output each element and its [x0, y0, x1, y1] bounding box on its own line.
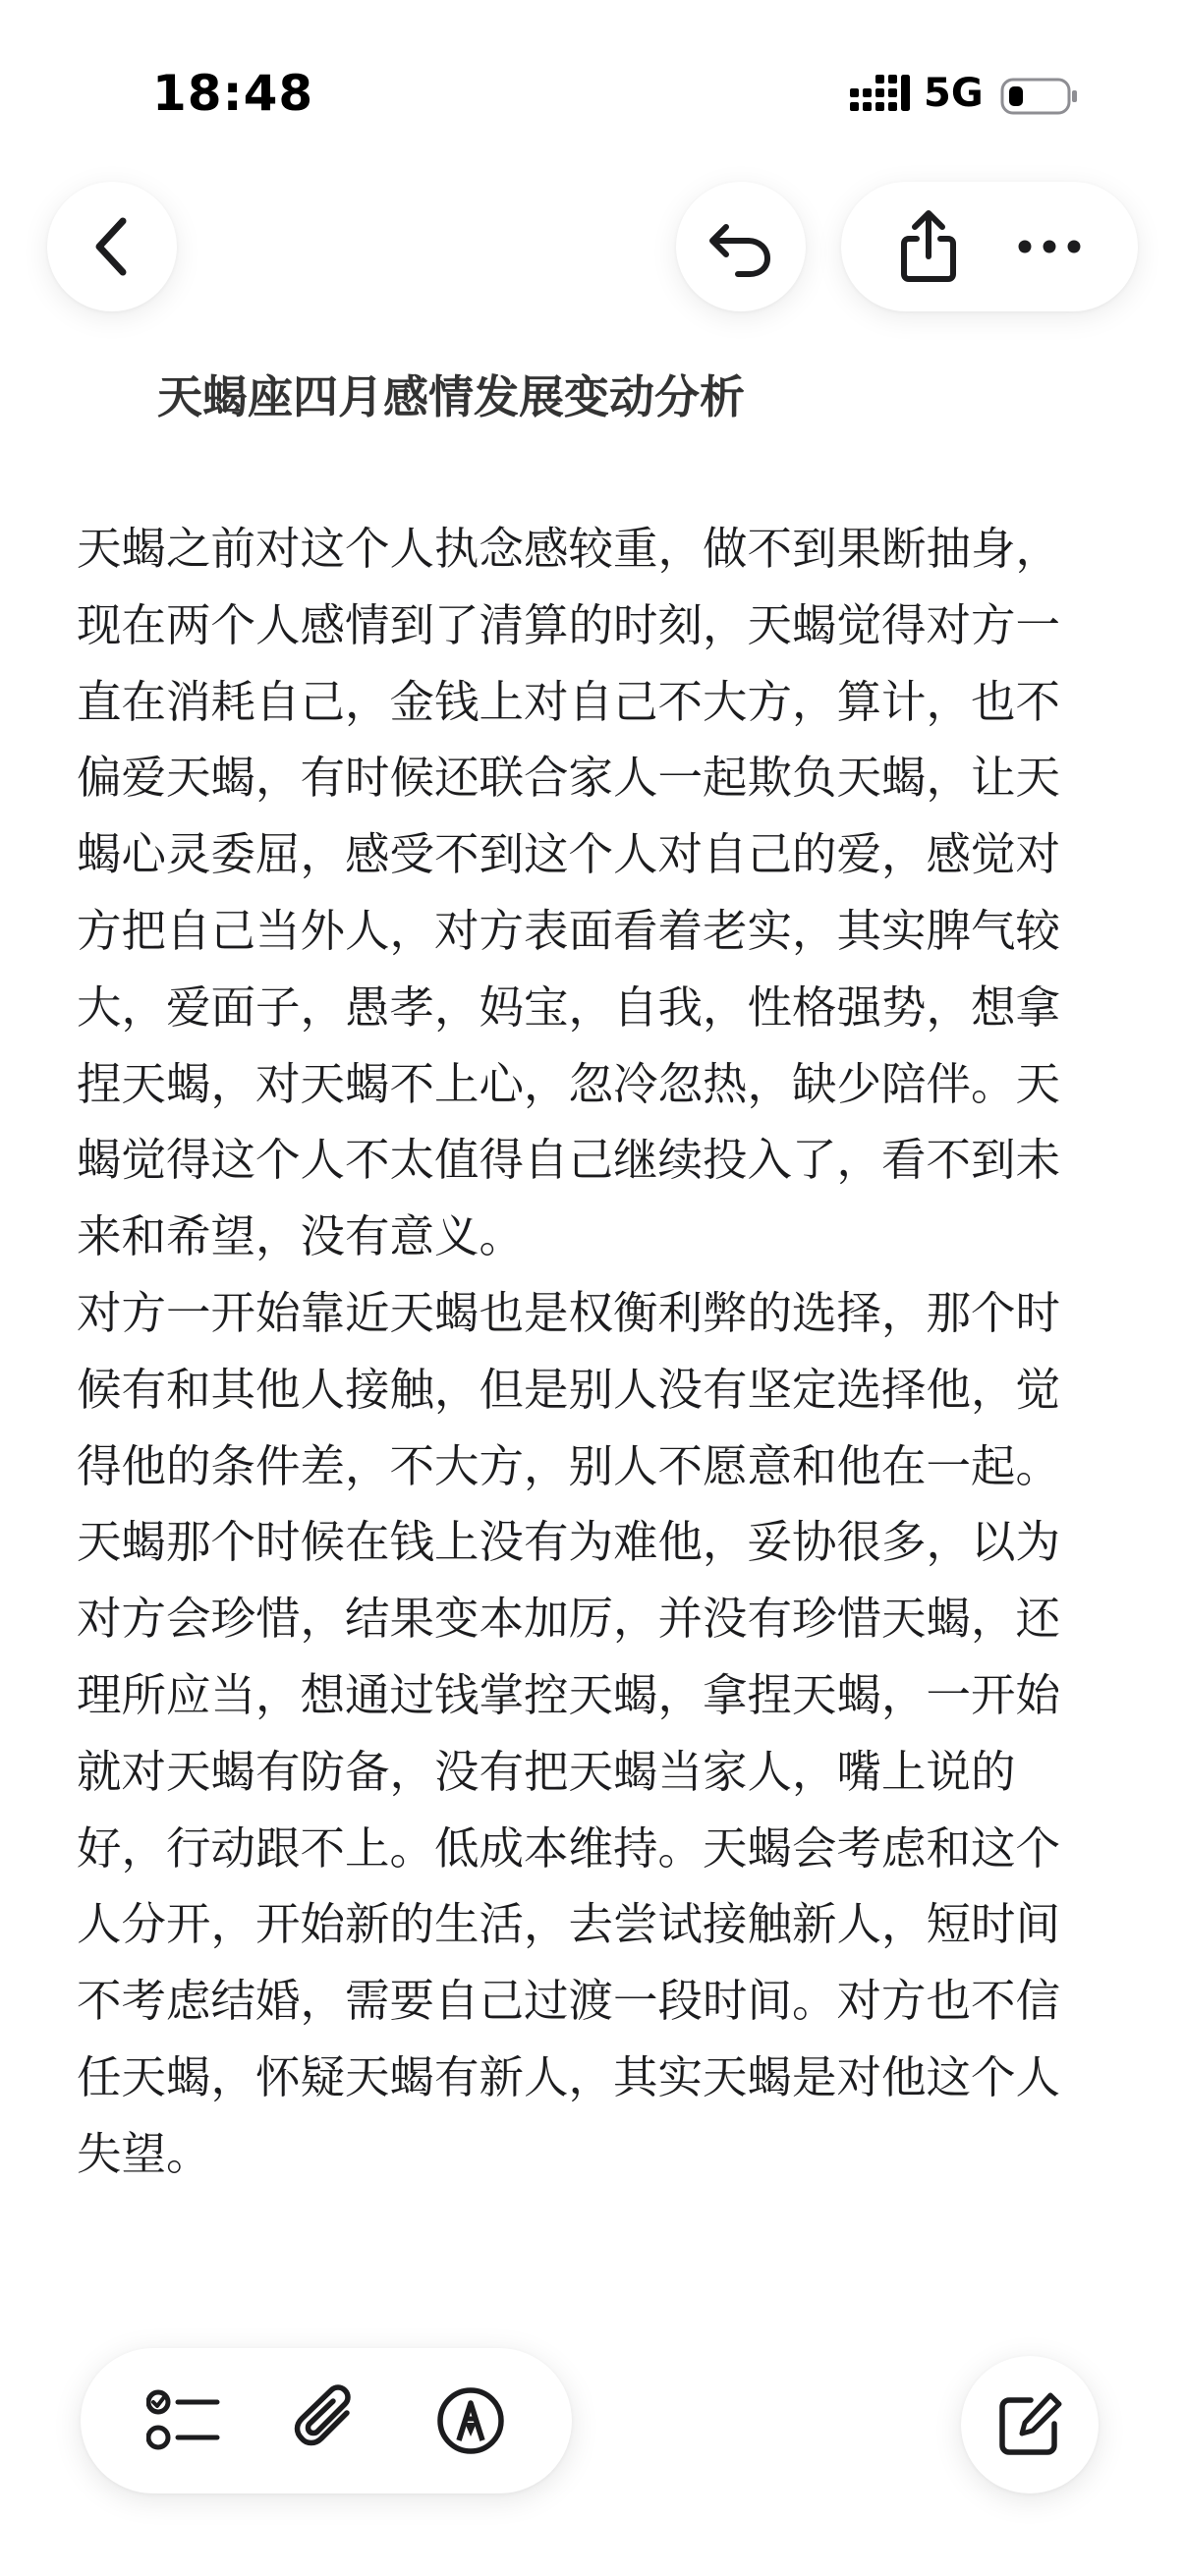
compose-icon [995, 2390, 1064, 2459]
ellipsis-icon [1017, 239, 1082, 254]
share-icon [897, 209, 960, 284]
note-body[interactable] [77, 511, 1079, 2193]
note-paragraph: 天蝎之前对这个人执念感较重，做不到果断抽身，现在两个人感情到了清算的时刻，天蝎觉得对方一直在消耗自己，金钱上对自己不大方，算计，也不偏爱天蝎，有时候还联合家人一起欺负天蝎，让天蝎心灵委屈，感受不到这个人对自己的爱，感觉对方把自己当外人，对方表面看着老实，其实脾气较大，爱面子，愚孝，妈宝，自我，性格强势，想拿捏天蝎，对天蝎不上心，忽冷忽热，缺少陪伴。天蝎觉得这个人不太值得自己继续投入了，看不到未来和希望，没有意义。 [77, 523, 1061, 1263]
chevron-left-icon [87, 215, 137, 278]
undo-button[interactable] [676, 182, 806, 311]
compose-button[interactable] [961, 2356, 1099, 2493]
more-button[interactable] [1017, 239, 1082, 254]
paperclip-icon [294, 2383, 363, 2458]
checklist-icon [146, 2388, 221, 2453]
share-button[interactable] [897, 209, 960, 284]
note-paragraph: 对方一开始靠近天蝎也是权衡利弊的选择，那个时候有和其他人接触，但是别人没有坚定选择他，觉得他的条件差，不大方，别人不愿意和他在一起。天蝎那个时候在钱上没有为难他，妥协很多，以为对方会珍惜，结果变本加厉，并没有珍惜天蝎，还理所应当，想通过钱掌控天蝎，拿捏天蝎，一开始就对天蝎有防备，没有把天蝎当家人，嘴上说的好，行动跟不上。低成本维持。天蝎会考虑和这个人分开，开始新的生活，去尝试接触新人，短时间不考虑结婚，需要自己过渡一段时间。对方也不信任天蝎，怀疑天蝎有新人，其实天蝎是对他这个人失望。 [77, 1286, 1061, 2180]
attachment-button[interactable] [294, 2383, 363, 2458]
markup-button[interactable] [435, 2385, 506, 2456]
actions-pill [841, 182, 1138, 311]
note-title: 天蝎座四月感情发展变动分析 [157, 370, 745, 423]
bottom-toolbar [81, 2348, 572, 2493]
checklist-button[interactable] [146, 2388, 221, 2453]
network-type: 5G [924, 71, 984, 116]
undo-arrow-icon [706, 215, 775, 278]
status-bar [0, 0, 1185, 187]
battery-icon [1000, 77, 1079, 116]
back-button[interactable] [47, 182, 177, 311]
status-time: 18:48 [152, 65, 314, 122]
pen-markup-icon [435, 2385, 506, 2456]
cellular-signal-icon [850, 75, 911, 118]
